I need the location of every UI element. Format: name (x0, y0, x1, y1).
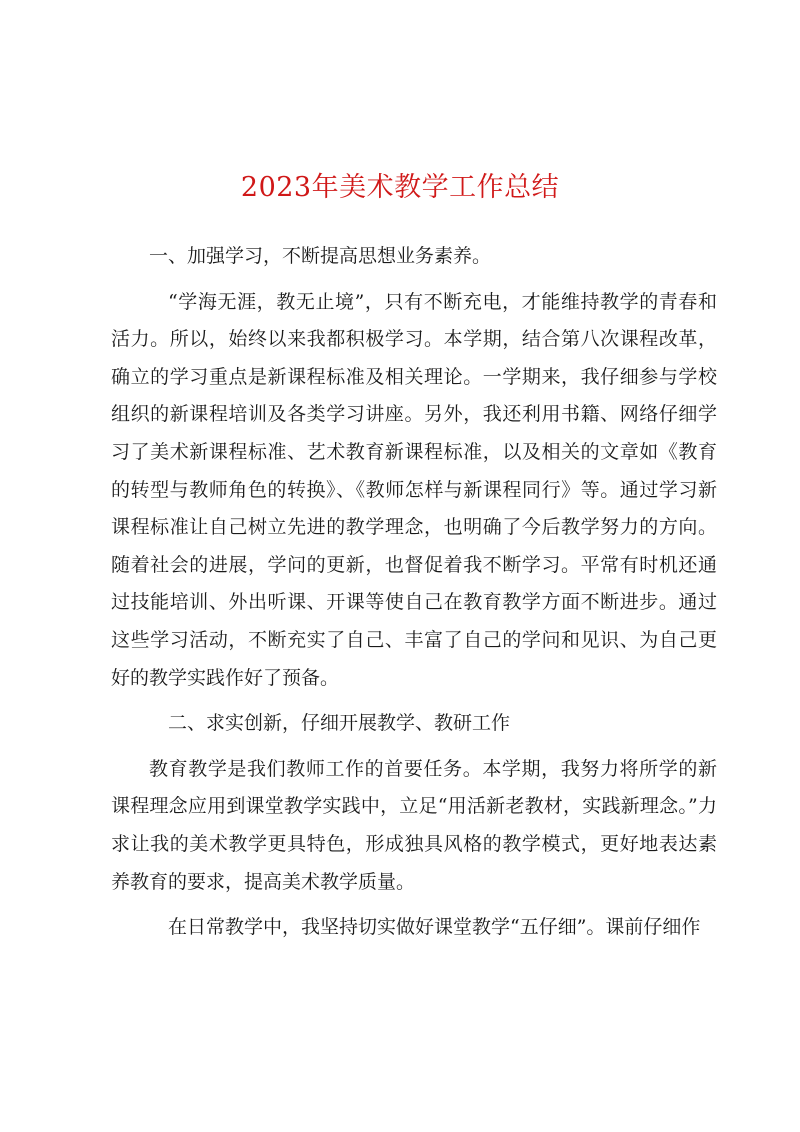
section-2-paragraph-2: 在日常教学中，我坚持切实做好课堂教学“五仔细”。课前仔细作 (168, 916, 701, 939)
section-1-paragraph: “学海无涯，教无止境”，只有不断充电，才能维持教学的青春和活力。所以，始终以来我都积极学习。本学期，结合第八次课程改革，确立的学习重点是新课程标准及相关理论。一学期来，我仔细参与学校组织的新课程培训及各类学习讲座。另外，我还利用书籍、网络仔细学习了美术新课程标准、艺术教育新课程标准，以及相关的文章如《教育的转型与教师角色的转换》、《教师怎样与新课程同行》等。通过学习新课程标准让自己树立先进的教学理念，也明确了今后教学努力的方向。随着社会的进展，学问的更新，也督促着我不断学习。平常有时机还通过技能培训、外出听课、开课等使自己在教育教学方面不断进步。通过这些学习活动，不断充实了自己、丰富了自己的学问和见识、为自己更好的教学实践作好了预备。 (111, 290, 717, 689)
section-2-heading: 二、求实创新，仔细开展教学、教研工作 (168, 712, 511, 735)
document-title: 2023年美术教学工作总结 (240, 172, 560, 203)
section-1-heading: 一、加强学习，不断提高思想业务素养。 (149, 245, 492, 267)
document-body (111, 238, 717, 947)
section-2-paragraph-1: 教育教学是我们教师工作的首要任务。本学期，我努力将所学的新课程理念应用到课堂教学实践中，立足“用活新老教材，实践新理念。”力求让我的美术教学更具特色，形成独具风格的教学模式，更好地表达素养教育的要求，提高美术教学质量。 (111, 757, 717, 893)
